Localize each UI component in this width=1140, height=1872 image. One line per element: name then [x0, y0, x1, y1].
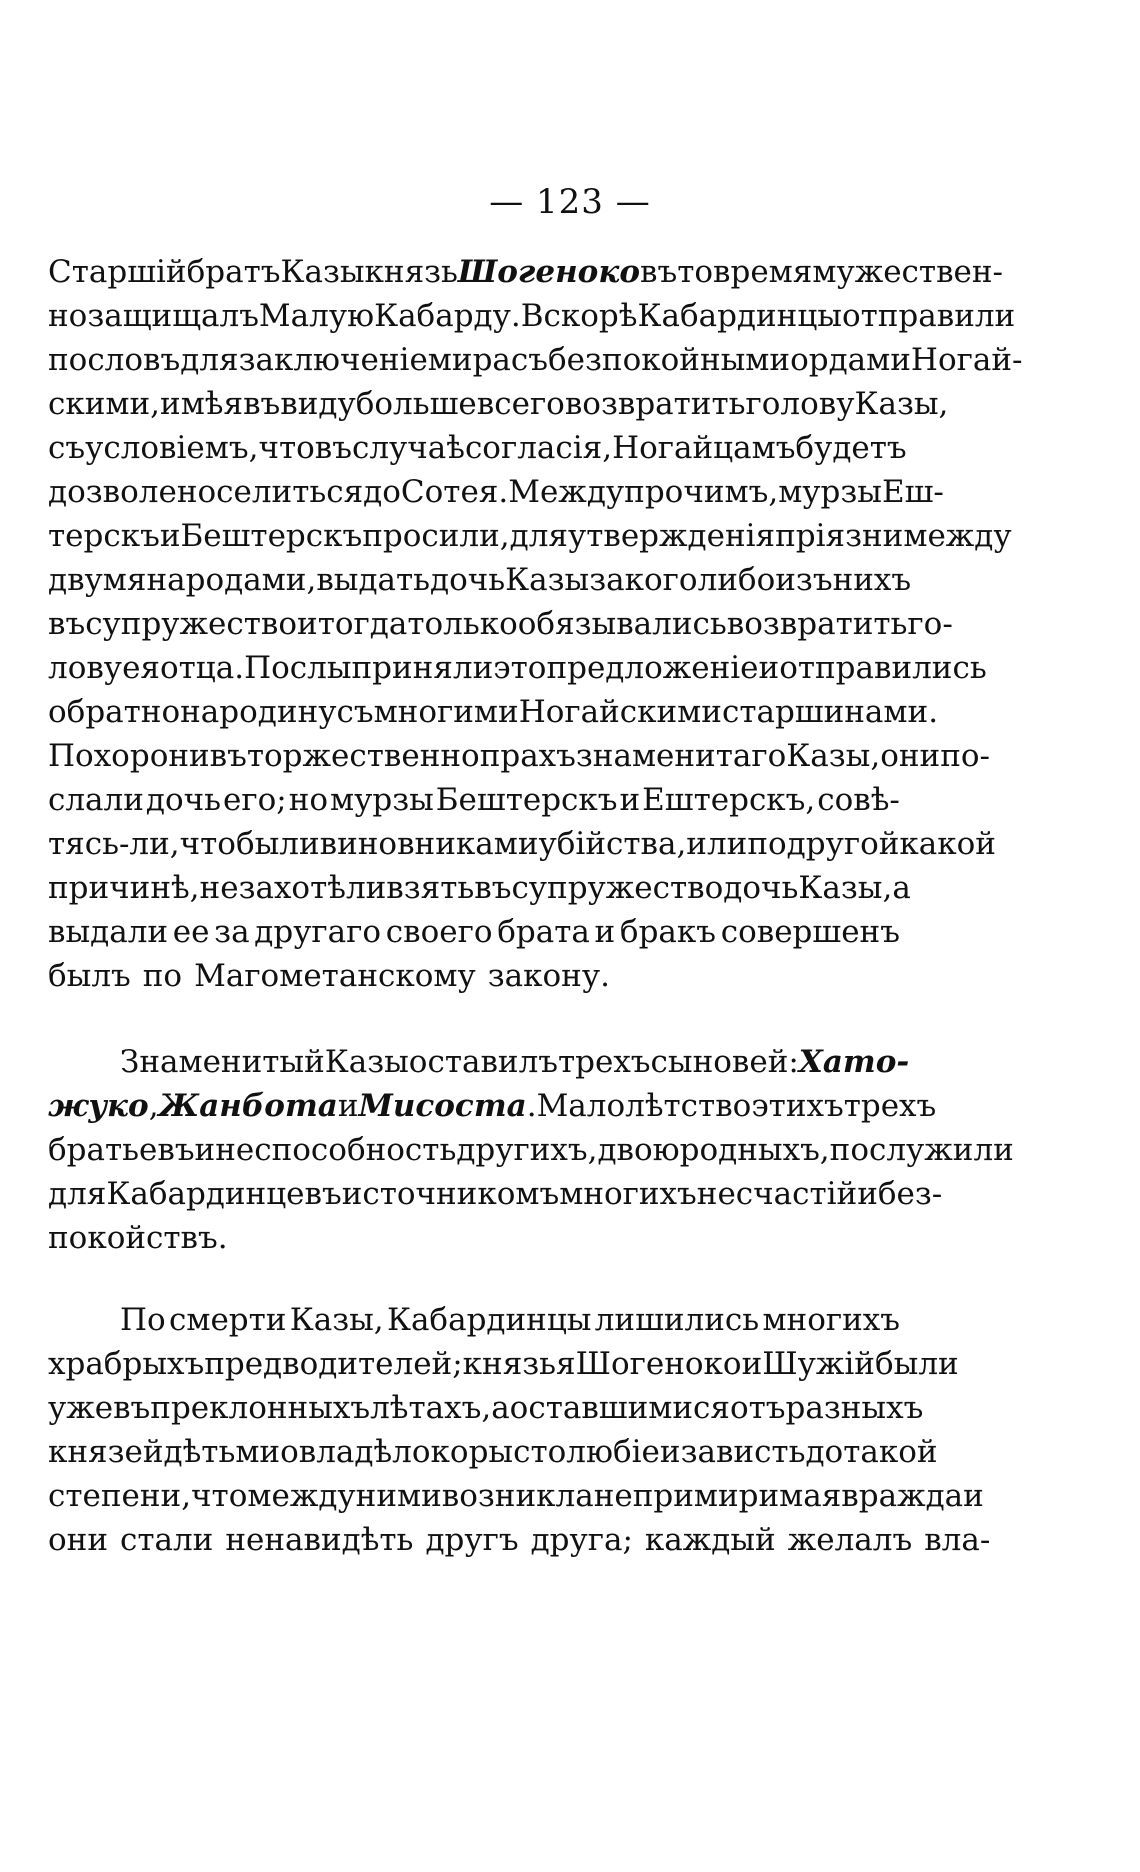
text-line — [48, 382, 949, 426]
word: бракъ — [619, 914, 717, 950]
word: прахъ — [479, 738, 576, 774]
word: знаменитаго — [575, 738, 787, 774]
text-line — [48, 338, 1023, 382]
word: предводителей; — [204, 1346, 463, 1382]
word: до — [363, 474, 401, 510]
word: отца. — [159, 650, 245, 686]
word: ея — [122, 650, 160, 686]
word: дѣтьми — [163, 1434, 281, 1470]
word: селиться — [216, 474, 364, 510]
word: предложеніе — [546, 650, 759, 686]
word: для — [509, 518, 568, 554]
word: Хато- — [798, 1044, 910, 1080]
word: закону. — [487, 958, 610, 994]
word: между — [247, 1478, 356, 1514]
word: Шужій — [762, 1346, 875, 1382]
word: Казы, — [854, 386, 949, 422]
word: всего — [476, 386, 565, 422]
text-line — [48, 1342, 959, 1386]
word: По — [120, 1302, 166, 1338]
word: только — [407, 606, 518, 642]
word: или — [686, 826, 748, 862]
word: голову — [745, 386, 855, 422]
word: заключеніе — [238, 342, 428, 378]
word: а — [892, 870, 911, 906]
word: Бештерскъ — [435, 782, 618, 818]
word: трехъ — [843, 1088, 937, 1124]
word: виновниками — [319, 826, 539, 862]
word: въ — [113, 1390, 151, 1426]
word: съ — [510, 342, 548, 378]
text-line — [48, 690, 939, 734]
word: сыновей: — [650, 1044, 799, 1080]
word: и — [758, 650, 780, 686]
word: Ногай- — [910, 342, 1023, 378]
text-line — [48, 778, 900, 822]
word: Сотея. — [400, 474, 509, 510]
word: отъ — [729, 1390, 786, 1426]
word: и — [337, 1088, 359, 1124]
word: покойствъ. — [48, 1220, 228, 1256]
word: родину — [219, 694, 337, 730]
text-line — [48, 1084, 937, 1128]
word: въ — [48, 606, 86, 642]
word: то — [677, 254, 714, 290]
word: Казы, — [798, 870, 893, 906]
word: за — [589, 562, 625, 598]
word: скими, — [48, 386, 161, 422]
word: что — [191, 1478, 248, 1514]
word: будетъ — [795, 430, 907, 466]
word: взять — [386, 870, 475, 906]
word: за — [214, 914, 250, 950]
word: отправили — [841, 298, 1016, 334]
word: Шогеноко — [457, 254, 641, 290]
word: захотѣли — [238, 870, 387, 906]
word: для — [180, 342, 239, 378]
word: храбрыхъ — [48, 1346, 205, 1382]
word: непримиримая — [593, 1478, 842, 1514]
word: и — [159, 518, 181, 554]
word: Между — [508, 474, 625, 510]
word: имѣя — [160, 386, 244, 422]
text-line — [48, 1518, 991, 1562]
word: это — [493, 650, 547, 686]
word: совершенъ — [720, 914, 900, 950]
word: Ногайцамъ — [612, 430, 796, 466]
text-line — [48, 646, 987, 690]
word: время — [713, 254, 813, 290]
word: что — [258, 430, 315, 466]
word: Казы — [280, 254, 365, 290]
word: многихъ — [559, 1176, 697, 1212]
word: согласія, — [464, 430, 613, 466]
word: и — [741, 1346, 763, 1382]
word: тогда — [317, 606, 408, 642]
word: овладѣло — [280, 1434, 431, 1470]
word: причинѣ, — [48, 870, 200, 906]
word: дозволено — [48, 474, 217, 510]
word: лову — [48, 650, 123, 686]
word: Казы, — [289, 1302, 384, 1338]
word: многими — [373, 694, 519, 730]
word: смерти — [168, 1302, 287, 1338]
word: братьевъ — [48, 1132, 195, 1168]
word: торжественно — [246, 738, 480, 774]
word: ненавидѣть — [225, 1522, 414, 1558]
word: его; — [223, 782, 287, 818]
word: случаѣ — [351, 430, 465, 466]
word: вражда — [841, 1478, 964, 1514]
word: и — [194, 1132, 216, 1168]
page-number: — 123 — — [489, 182, 651, 222]
word: Похоронивъ — [48, 738, 247, 774]
word: и — [594, 914, 616, 950]
text-line — [48, 1040, 910, 1084]
word: дочь — [723, 870, 799, 906]
word: слали — [48, 782, 144, 818]
word: друга; — [530, 1522, 633, 1558]
paragraph-1 — [48, 250, 1023, 998]
text-line — [48, 602, 953, 646]
word: Еш- — [881, 474, 944, 510]
word: возвратить — [726, 606, 908, 642]
word: братъ — [186, 254, 281, 290]
word: для — [48, 1176, 107, 1212]
word: они — [880, 738, 941, 774]
word: до — [805, 1434, 844, 1470]
word: и — [857, 1176, 878, 1212]
word: желалъ — [787, 1522, 913, 1558]
word: и — [963, 1478, 984, 1514]
word: либо — [697, 562, 776, 598]
word: какой — [899, 826, 996, 862]
word: по- — [940, 738, 990, 774]
text-line — [48, 1474, 984, 1518]
word: между — [903, 518, 1012, 554]
word: супружество — [85, 606, 298, 642]
word: мурзы — [778, 474, 882, 510]
text-line — [48, 910, 900, 954]
word: на — [180, 694, 220, 730]
word: Вскорѣ — [520, 298, 638, 334]
word: преклонныхъ — [150, 1390, 371, 1426]
paragraph-3 — [48, 1298, 991, 1562]
word: выдать — [316, 562, 431, 598]
word: Магометанскому — [194, 958, 476, 994]
word: по — [747, 826, 787, 862]
text-line — [48, 1386, 924, 1430]
word: Малую — [258, 298, 375, 334]
word: по — [142, 958, 183, 994]
word: несчастій — [696, 1176, 858, 1212]
word: двоюродныхъ, — [597, 1132, 830, 1168]
text-line — [48, 822, 996, 866]
word: отправились — [779, 650, 987, 686]
word: дочь — [145, 782, 222, 818]
text-line — [48, 426, 907, 470]
word: мира — [427, 342, 511, 378]
word: князей — [48, 1434, 164, 1470]
word: многихъ — [762, 1302, 900, 1338]
word: разныхъ — [785, 1390, 924, 1426]
word: нихъ — [832, 562, 912, 598]
word: князья — [462, 1346, 576, 1382]
word: тясь-ли, — [48, 826, 180, 862]
text-line — [48, 514, 1012, 558]
word: возникла — [441, 1478, 594, 1514]
word: без- — [877, 1176, 943, 1212]
word: съ — [48, 430, 86, 466]
word: виду — [280, 386, 356, 422]
text-line — [48, 1128, 1014, 1172]
word: что — [179, 826, 236, 862]
word: пріязни — [775, 518, 904, 554]
word: этихъ — [751, 1088, 844, 1124]
word: Шогеноко — [575, 1346, 742, 1382]
word: го- — [907, 606, 953, 642]
word: лѣтахъ, — [370, 1390, 492, 1426]
word: Жанбота — [158, 1088, 338, 1124]
text-line — [48, 470, 944, 514]
word: и — [659, 1434, 681, 1470]
word: приняли — [351, 650, 494, 686]
word: обратно — [48, 694, 181, 730]
word: трехъ — [557, 1044, 651, 1080]
word: просили, — [362, 518, 510, 554]
word: условіемъ, — [85, 430, 259, 466]
word: выдали — [48, 914, 169, 950]
word: защищалъ — [87, 298, 259, 334]
word: былъ — [48, 958, 131, 994]
word: уже — [48, 1390, 114, 1426]
word: обязывались — [517, 606, 727, 642]
word: корыстолюбіе — [430, 1434, 660, 1470]
word: Малолѣтство — [536, 1088, 752, 1124]
paragraph-2 — [48, 1040, 1014, 1260]
word: а — [491, 1390, 510, 1426]
word: и — [297, 606, 318, 642]
word: степени, — [48, 1478, 192, 1514]
word: въ — [640, 254, 678, 290]
word: Мисоста. — [358, 1088, 537, 1124]
word: Ештерскъ, — [642, 782, 816, 818]
word: мужествен- — [812, 254, 1004, 290]
word: такой — [843, 1434, 938, 1470]
text-line — [48, 734, 990, 778]
word: и — [619, 782, 641, 818]
word: кого — [624, 562, 698, 598]
word: больше — [355, 386, 477, 422]
word: своего — [385, 914, 493, 950]
word: Казы — [324, 1044, 409, 1080]
word: пословъ — [48, 342, 181, 378]
word: лишились — [594, 1302, 760, 1338]
word: стали — [120, 1522, 214, 1558]
word: въ — [243, 386, 281, 422]
word: прочимъ, — [624, 474, 779, 510]
text-line — [48, 1298, 900, 1342]
word: зависть — [680, 1434, 806, 1470]
word: безпокойными — [548, 342, 791, 378]
word: ордами — [790, 342, 911, 378]
word: но — [48, 298, 88, 334]
word: Кабарду. — [374, 298, 521, 334]
word: другихъ, — [456, 1132, 598, 1168]
text-line — [48, 954, 900, 998]
word: другъ — [425, 1522, 519, 1558]
word: совѣ- — [817, 782, 900, 818]
word: дочь — [430, 562, 506, 598]
word: возвратить — [564, 386, 746, 422]
word: ее — [172, 914, 210, 950]
word: съ — [336, 694, 374, 730]
word: убійства, — [538, 826, 687, 862]
word: Казы, — [786, 738, 881, 774]
text-line — [48, 1216, 900, 1260]
word: Знаменитый — [120, 1044, 325, 1080]
word: каждый — [644, 1522, 776, 1558]
word: Послы — [244, 650, 352, 686]
word: Старшій — [48, 254, 187, 290]
word: оставшимися — [509, 1390, 730, 1426]
word: послужили — [829, 1132, 1014, 1168]
word: неспособность — [215, 1132, 457, 1168]
word: Ногайскими — [518, 694, 722, 730]
word: жуко, — [48, 1088, 159, 1124]
word: въ — [474, 870, 512, 906]
word: но — [288, 782, 329, 818]
word: Казы — [505, 562, 590, 598]
word: ними — [355, 1478, 442, 1514]
word: другаго — [254, 914, 382, 950]
word: Бештерскъ — [180, 518, 363, 554]
word: двумя — [48, 562, 147, 598]
word: утвержденія — [567, 518, 776, 554]
word: князь — [364, 254, 458, 290]
word: народами, — [146, 562, 317, 598]
word: брата — [497, 914, 590, 950]
text-line — [48, 294, 1016, 338]
word: терскъ — [48, 518, 160, 554]
word: супружество — [511, 870, 724, 906]
word: Кабардинцы — [637, 298, 842, 334]
word: не — [199, 870, 239, 906]
text-line — [48, 250, 1004, 294]
word: были — [874, 1346, 959, 1382]
word: изъ — [775, 562, 833, 598]
word: вла- — [924, 1522, 991, 1558]
word: другой — [786, 826, 900, 862]
word: Кабардинцы — [386, 1302, 592, 1338]
word: Кабардинцевъ — [106, 1176, 342, 1212]
text-line — [48, 1172, 943, 1216]
word: старшинами. — [721, 694, 939, 730]
text-line — [48, 1430, 938, 1474]
word: были — [235, 826, 320, 862]
word: они — [48, 1522, 108, 1558]
word: источникомъ — [341, 1176, 560, 1212]
text-line — [48, 558, 912, 602]
word: оставилъ — [408, 1044, 558, 1080]
word: въ — [314, 430, 352, 466]
text-line — [48, 866, 911, 910]
word: мурзы — [330, 782, 434, 818]
